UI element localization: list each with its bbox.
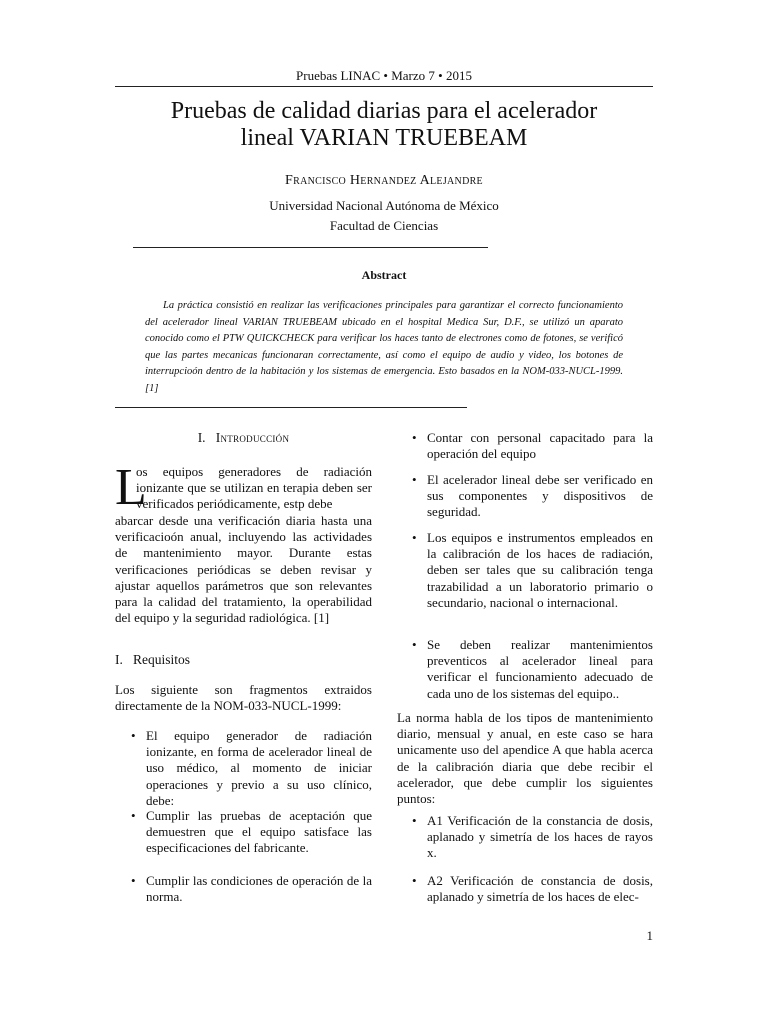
list-item: • Se deben realizar mantenimientos preventicos al acelerador lineal para verificar el funcionamiento adecuado de cada uno de los sistemas del equipo.. <box>411 637 653 702</box>
abstract-body: La práctica consistió en realizar las verificaciones principales para garantizar el correcto funcionamiento del acelerador lineal VARIAN TRUEBEAM ubicado en el hospital Medica Sur, D.F., se utilizó un aparato conocido como el PTW QUICKCHECK para verificar los haces tanto de electrones como de fotones, se verificó que las partes mecanicas funcionaran correctamente, así como el equipo de audio y video, los botones de interrupcioón dentro de la habitación y los sistemas de emergencia. Esto basados en la NOM-033-NUCL-1999.[1] <box>145 300 623 394</box>
list-item: • A2 Verificación de constancia de dosis, aplanado y simetría de los haces de elec- <box>411 873 653 905</box>
intro-paragraph: abarcar desde una verificación diaria hasta una verificacioón anual, incluyendo las actividades de mantenimiento mayor. Durante estas verificaciones periódicas se deben revisar y ajustar aquellos parámetros que son relevantes para la calidad del tratamiento, la operabilidad del equipo y la seguridad radiológica. [1] <box>115 513 372 626</box>
intro-first-lines: os equipos generadores de radiación ionizante que se utilizan en terapia deben ser verificados periódicamente, estp debe <box>136 464 372 512</box>
norma-paragraph: La norma habla de los tipos de mantenimiento diario, mensual y anual, en este caso se hara unicamente uso del apendice A que habla acerca de la calibración diaria que debe recibir el acelerador, que debe cumplir los siguientes puntos: <box>397 710 653 807</box>
requisitos-list <box>130 808 372 857</box>
header-rule <box>115 86 653 87</box>
list-item: • Cumplir las pruebas de aceptación que demuestren que el equipo satisface las especificaciones del fabricante. <box>130 808 372 857</box>
list-item: • El acelerador lineal debe ser verificado en sus componentes y dispositivos de seguridad. <box>411 472 653 521</box>
right-list <box>411 430 653 462</box>
section-title-requisitos <box>115 652 372 668</box>
title-line-2: lineal VARIAN TRUEBEAM <box>240 125 528 151</box>
appendix-list <box>411 813 653 862</box>
right-list <box>411 637 653 702</box>
divider-bottom <box>115 407 467 408</box>
list-item: • El equipo generador de radiación ionizante, en forma de acelerador lineal de uso médico, al momento de iniciar operaciones y previo a su uso clínico, debe: <box>130 728 372 809</box>
affiliation-university: Universidad Nacional Autónoma de México <box>269 198 499 213</box>
section-title-introduccion <box>115 430 372 446</box>
right-list <box>411 530 653 611</box>
section-number: I. <box>197 430 206 445</box>
title-line-1: Pruebas de calidad diarias para el acelerador <box>170 98 598 124</box>
right-list <box>411 472 653 521</box>
page-number: 1 <box>646 928 653 943</box>
divider-top <box>133 247 488 248</box>
list-item: • A1 Verificación de la constancia de dosis, aplanado y simetría de los haces de rayos x. <box>411 813 653 862</box>
author-name: Francisco Hernandez Alejandre <box>285 173 483 188</box>
section-name: Introducción <box>215 430 290 445</box>
requisitos-list <box>130 728 372 809</box>
paper-title <box>100 98 668 152</box>
list-item: • Contar con personal capacitado para la operación del equipo <box>411 430 653 462</box>
list-item: • Los equipos e instrumentos empleados en la calibración de los haces de radiación, deben ser tales que su calibración tenga trazabilidad a un laboratorio primario o secundario, nacional o internacional. <box>411 530 653 611</box>
abstract-heading: Abstract <box>361 268 407 282</box>
drop-cap: L <box>115 459 147 516</box>
running-head: Pruebas LINAC • Marzo 7 • 2015 <box>296 68 472 83</box>
section-name: Requisitos <box>133 652 191 667</box>
list-item: • Cumplir las condiciones de operación de la norma. <box>130 873 372 905</box>
section-number: I. <box>115 652 123 667</box>
requisitos-intro: Los siguiente son fragmentos extraidos directamente de la NOM-033-NUCL-1999: <box>115 682 372 714</box>
requisitos-list <box>130 873 372 905</box>
affiliation-faculty: Facultad de Ciencias <box>329 218 439 233</box>
appendix-list <box>411 873 653 905</box>
